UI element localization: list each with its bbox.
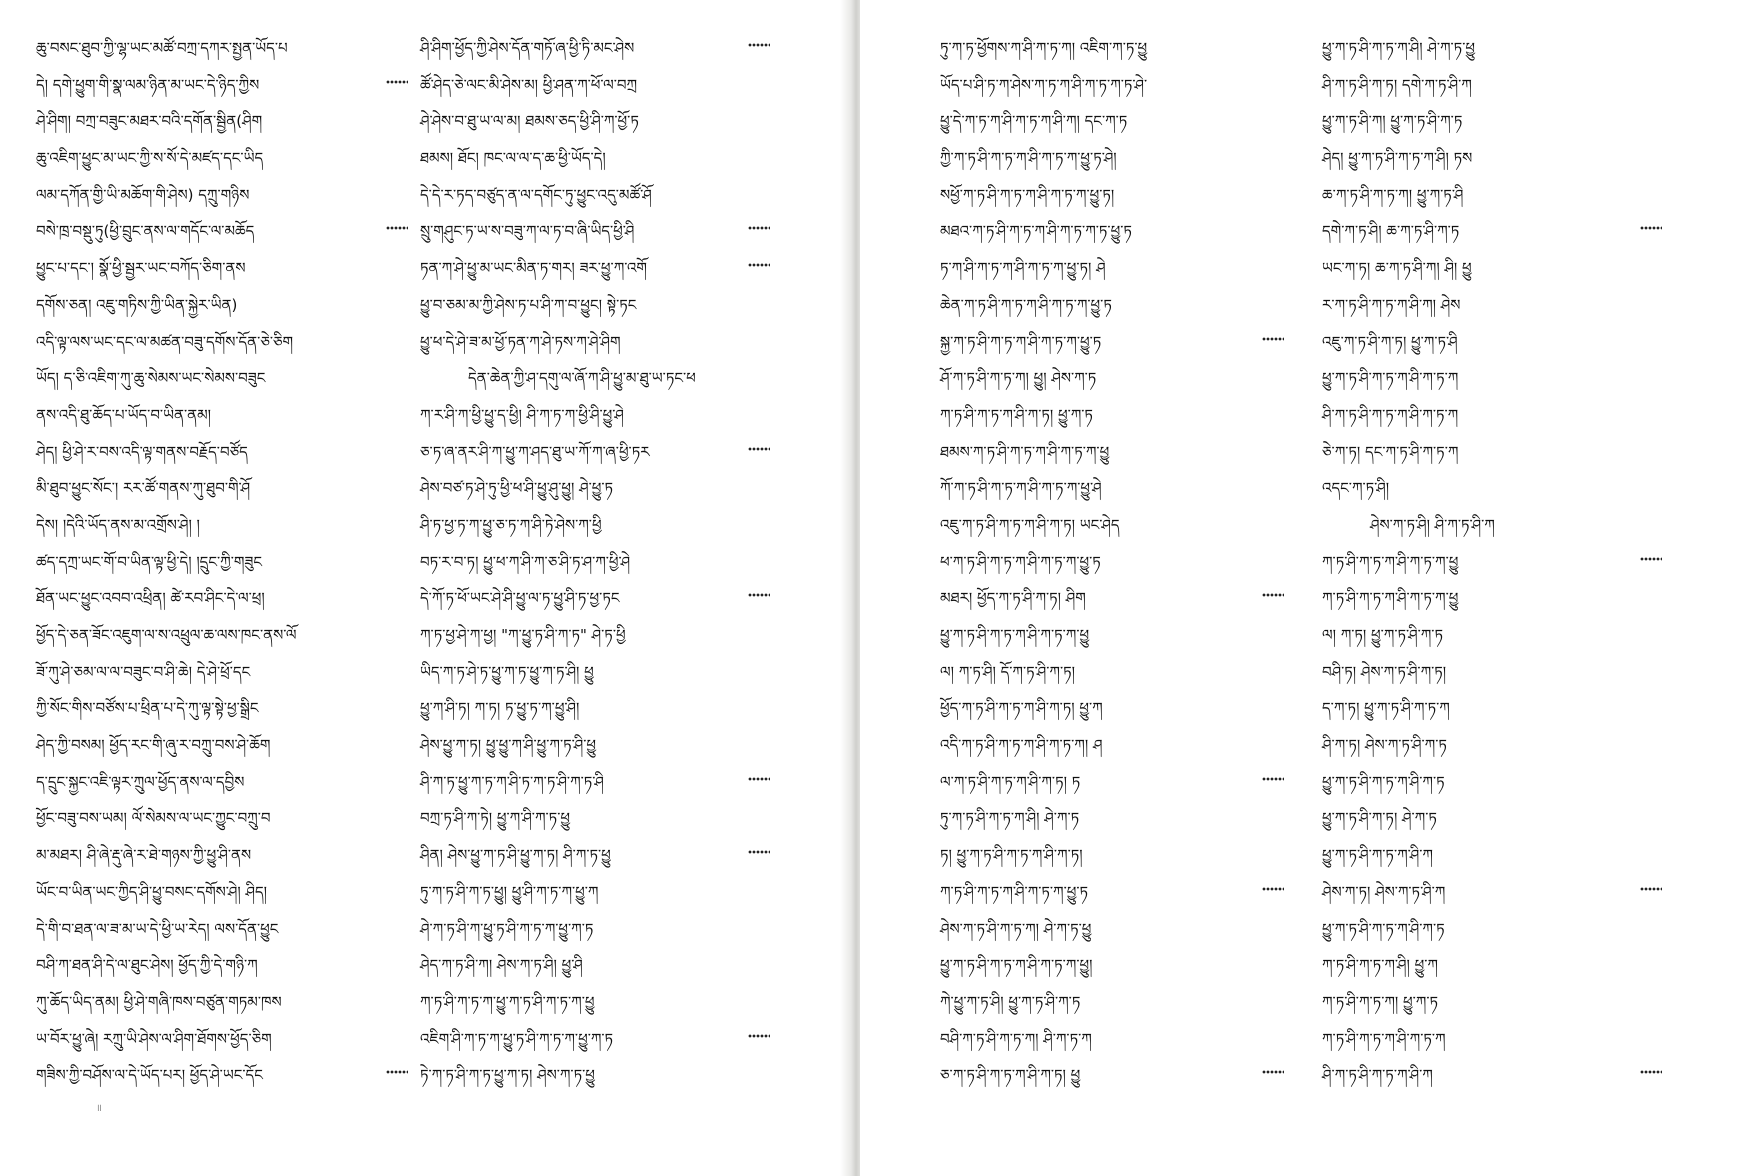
line-text: ཅ་ཀ་ཏ་ཤི་ཀ་ཏ་ཀ་ཤི་ཀ་ཏ། ཕྱུ bbox=[940, 1066, 1081, 1085]
text-line bbox=[36, 213, 408, 250]
text-line bbox=[420, 984, 770, 1021]
text-line bbox=[420, 690, 770, 727]
line-text: ཡ་བོར་ཕྱུ་ཞེ། རཀྲུ་ཡི་ཤེས་ལ་ཤིག་ཐོགས་ཕྱོད་ཅིག bbox=[36, 1029, 272, 1048]
text-line bbox=[420, 947, 770, 984]
line-text: ཤེ་ཤེས་བ་ཐུ་ཡ་ལ་མ། ཐམས་ཅད་ཕྱི་ཤི་ཀ་ཕྱོ་ཏ bbox=[420, 112, 639, 131]
text-line bbox=[1322, 67, 1662, 104]
continuation-dots bbox=[386, 1069, 408, 1075]
text-line bbox=[420, 654, 770, 691]
line-text: ཅ་ཏ་ཞ་ནར་ཤི་ཀ་ཕྱུ་ཀ་ཤད་ཐུ་ཡ་ཀོ་ཀ་ཞ་ཕྱི་ཏར bbox=[420, 442, 650, 461]
text-line bbox=[940, 397, 1284, 434]
text-line bbox=[36, 397, 408, 434]
text-line bbox=[36, 617, 408, 654]
text-line bbox=[940, 360, 1284, 397]
line-text: ཡང་ཀ་ཏ། ཆ་ཀ་ཏ་ཤི་ཀ། ཤི། ཕྱུ bbox=[1322, 259, 1472, 278]
text-line bbox=[1322, 1021, 1662, 1058]
line-text: མཐའ་ཀ་ཏ་ཤི་ཀ་ཏ་ཀ་ཤི་ཀ་ཏ་ཀ་ཏ་ཕྱུ་ཏ bbox=[940, 222, 1132, 241]
text-line bbox=[940, 287, 1284, 324]
text-line bbox=[420, 1057, 770, 1094]
line-text: ཆུ་འཇིག་ཕྱུང་མ་ཡང་ཀྱི་ས་སོ་དེ་མཛད་དང་ཡིད bbox=[36, 149, 264, 168]
text-line bbox=[1322, 507, 1662, 544]
line-text: ལ་ཀ་ཏ་ཤི་ཀ་ཏ་ཀ་ཤི་ཀ་ཏ། ཏ bbox=[940, 772, 1081, 791]
line-text: ཕྱུ་བ་ཅམ་མ་ཀྱི་ཤེས་ཏ་པ་ཤི་ཀ་བ་ཕྱུང། སྟེ་ཏང bbox=[420, 295, 637, 314]
line-text: ཏན་ཀ་ཤེ་ཕྱུ་མ་ཡང་མིན་ཏ་གར། ཟར་ཕྱུ་ཀ་འགོ bbox=[420, 259, 647, 278]
text-line bbox=[940, 690, 1284, 727]
text-line bbox=[1322, 690, 1662, 727]
line-text: མི་ཐུབ་ཕྱུང་སོང་། རར་ཚོ་གནས་ཀུ་ཐུབ་གི་ཤོ bbox=[36, 479, 251, 498]
left-page bbox=[0, 0, 852, 1176]
text-line bbox=[1322, 654, 1662, 691]
text-line bbox=[1322, 617, 1662, 654]
text-line bbox=[1322, 397, 1662, 434]
line-text: ཕ་ཀ་ཏ་ཤི་ཀ་ཏ་ཀ་ཤི་ཀ་ཏ་ཀ་ཕྱུ་ཏ bbox=[940, 552, 1101, 571]
line-text: ཕྱུ་ཀ་ཏ་ཤི་ཀ་ཏ། ཤེ་ཀ་ཏ bbox=[1322, 809, 1437, 828]
text-line bbox=[36, 360, 408, 397]
text-line bbox=[420, 103, 770, 140]
line-text: འཇིག་ཤི་ཀ་ཏ་ཀ་ཕྱུ་ཏ་ཤི་ཀ་ཏ་ཀ་ཕྱུ་ཀ་ཏ bbox=[420, 1029, 614, 1048]
text-line bbox=[36, 30, 408, 67]
right-page-column-2 bbox=[1322, 30, 1662, 1094]
text-line bbox=[940, 800, 1284, 837]
continuation-dots bbox=[748, 1033, 770, 1039]
line-text: ཤེད། ཕྱི་ཤེ་ར་བས་འདི་ལྟ་གནས་བརྗོད་བཙོད bbox=[36, 442, 248, 461]
line-text: ཕྱོང་བཟུ་བས་ཡམ། ལོ་སེམས་ལ་ཡང་ཀྱུང་བཀྲུ་བ bbox=[36, 809, 271, 828]
right-page-column-1 bbox=[940, 30, 1284, 1094]
text-line bbox=[36, 434, 408, 471]
text-line bbox=[940, 470, 1284, 507]
text-line bbox=[420, 727, 770, 764]
continuation-dots bbox=[1262, 592, 1284, 598]
text-line bbox=[1322, 103, 1662, 140]
text-line bbox=[1322, 30, 1662, 67]
continuation-dots bbox=[1640, 225, 1662, 231]
text-line bbox=[1322, 727, 1662, 764]
line-text: ཀ་ཏ་ཤི་ཀ་ཏ་ཀ་ཤི་ཀ་ཏ་ཀ bbox=[1322, 1029, 1446, 1048]
line-text: བཤི་ཀ་ཏ་ཤི་ཀ་ཏ་ཀ། ཤི་ཀ་ཏ་ཀ bbox=[940, 1029, 1092, 1048]
text-line bbox=[420, 617, 770, 654]
line-text: སཕྱོ་ཀ་ཏ་ཤི་ཀ་ཏ་ཀ་ཤི་ཀ་ཏ་ཀ་ཕྱུ་ཏ། bbox=[940, 185, 1115, 204]
line-text: ཤི་ཀ་ཏ། ཤེས་ཀ་ཏ་ཤི་ཀ་ཏ bbox=[1322, 736, 1447, 755]
text-line bbox=[36, 654, 408, 691]
continuation-dots bbox=[1262, 1069, 1284, 1075]
text-line bbox=[940, 67, 1284, 104]
text-line bbox=[36, 177, 408, 214]
line-text: ཤེད། ཕྱུ་ཀ་ཏ་ཤི་ཀ་ཏ་ཀ་ཤི། ཏས bbox=[1322, 149, 1473, 168]
line-text: ཏུ་ཀ་ཏ་ཕྱོགས་ཀ་ཤི་ཀ་ཏ་ཀ། འཇིག་ཀ་ཏ་ཕྱུ bbox=[940, 39, 1148, 57]
line-text: ཚད་དཀྲ་ཡང་གོ་བ་ཡིན་ལྟ་ཕྱི་དེ། །དྲུང་ཀྱི་གཟུང bbox=[36, 552, 263, 571]
text-line bbox=[1322, 1057, 1662, 1094]
line-text: ཏེ་ཀ་ཏ་ཤི་ཀ་ཏ་ཕྱུ་ཀ་ཏ། ཤེས་ཀ་ཏ་ཕྱུ bbox=[420, 1066, 595, 1085]
text-line bbox=[940, 727, 1284, 764]
line-text: ཀོ་ཀ་ཏ་ཤི་ཀ་ཏ་ཀ་ཤི་ཀ་ཏ་ཀ་ཕྱུ་ཤེ bbox=[940, 479, 1102, 498]
line-text: ཀ་ཏ་ཕྱ་ཤེ་ཀ་ཕྱ། "ཀ་ཕྱུ་ཏ་ཤི་ཀ་ཏ" ཤེ་ཏ་ཕྱི bbox=[420, 626, 626, 644]
left-page-column-1 bbox=[36, 30, 408, 1094]
text-line bbox=[1322, 874, 1662, 911]
line-text: དེ་དེ་ར་ཏད་བཙུད་ན་ལ་དགོང་ཏུ་ཕྱུང་འདུ་མཚོ་ཤོ bbox=[420, 185, 652, 204]
line-text: ཕྱོད་དེ་ཅན་ཟོང་འཇུག་ལ་ས་འཕྲུལ་ཆ་ལས་ཁང་ནས་ལོ bbox=[36, 626, 297, 644]
line-text: བསེ་ཁྲ་བསྡུ་ཏུ(ཕྱི་བྲུང་ནས་ལ་གདོང་ལ་མཆོད bbox=[36, 222, 255, 241]
line-text: ཡོད། ད་ཅི་འཇིག་ཀུ་ཆུ་སེམས་ཡང་སེམས་བཟུང bbox=[36, 369, 266, 388]
line-text: དེན་ཆེན་ཀྱི་ཤ་དགུ་ལ་ཞོ་ཀ་ཤི་ཕྱུ་མ་ཐུ་ཡ་ཏང་ཕ bbox=[468, 369, 696, 388]
line-text: ཕྱོད་ཀ་ཏ་ཤི་ཀ་ཏ་ཀ་ཤི་ཀ་ཏ། ཕྱུ་ཀ bbox=[940, 699, 1103, 718]
line-text: ཡིད་ཀ་ཏ་ཤེ་ཏ་ཕྱུ་ཀ་ཏ་ཕྱུ་ཀ་ཏ་ཤི། ཕྱུ bbox=[420, 662, 594, 681]
line-text: དེ་གི་བ་ཐན་ལ་ཟ་མ་ཡ་དེ་ཕྱི་ཡ་རེད། ལས་དོན་ཕྱུང bbox=[36, 919, 279, 938]
line-text: བཀྲ་ཏ་ཤི་ཀ་ཏེ། ཕྱུ་ཀ་ཤི་ཀ་ཏ་ཕྱུ bbox=[420, 809, 570, 828]
line-text: ཏུ་ཀ་ཏ་ཤི་ཀ་ཏ་ཀ་ཤི། ཤེ་ཀ་ཏ bbox=[940, 809, 1080, 828]
line-text: ཤི་ཤིག་ཕྱོད་ཀྱི་ཤེས་དོན་གཏོ་ཞ་ཕྱི་ཏི་མང་ཤེས bbox=[420, 39, 635, 57]
text-line bbox=[940, 250, 1284, 287]
line-text: འདང་ཀ་ཏ་ཤི། bbox=[1322, 479, 1390, 498]
line-text: ཀེ་ཕྱུ་ཀ་ཏ་ཤི། ཕྱུ་ཀ་ཏ་ཤི་ཀ་ཏ bbox=[940, 992, 1081, 1011]
line-text: ཕྱུ་ཀ་ཏ་ཤི་ཀ་ཏ་ཀ་ཤི་ཀ་ཏ bbox=[1322, 772, 1445, 791]
line-text: ཕྱུ་ཀ་ཏ་ཤི་ཀ་ཏ་ཀ་ཤི་ཀ་ཏ་ཀ་ཕྱུ། bbox=[940, 956, 1093, 975]
text-line bbox=[420, 800, 770, 837]
line-text: ཆུ་བསང་ཐུབ་ཀྱི་ལྷ་ཡང་མཚོ་བཀྲ་དཀར་སྤྱན་ཡོད་པ bbox=[36, 39, 288, 57]
text-line bbox=[420, 580, 770, 617]
line-text: ཚོ་ཤེད་ཅེ་ལང་མི་ཤེས་མ། ཕྱི་ཤན་ཀ་ཕོ་ལ་བཀྲ bbox=[420, 75, 638, 94]
text-line bbox=[36, 470, 408, 507]
text-line bbox=[1322, 324, 1662, 361]
text-line bbox=[1322, 213, 1662, 250]
line-text: ཕྱུ་ཀ་ཏ་ཤི་ཀ། ཕྱུ་ཀ་ཏ་ཤི་ཀ་ཏ bbox=[1322, 112, 1463, 131]
line-text: ཤི་ཀ་ཏ་ཤི་ཀ་ཏ་ཀ་ཤི་ཀ bbox=[1322, 1066, 1433, 1085]
line-text: ཀ་ཏ་ཤི་ཀ་ཏ་ཀ་ཤི་ཀ་ཏ་ཀ་ཕྱུ་ཏ bbox=[940, 882, 1089, 901]
left-page-column-2 bbox=[420, 30, 770, 1094]
text-line bbox=[420, 324, 770, 361]
text-line bbox=[420, 213, 770, 250]
line-text: ཀ་ཏ་ཤི་ཀ་ཏ་ཀ་ཕྱུ་ཀ་ཏ་ཤི་ཀ་ཏ་ཀ་ཕྱུ bbox=[420, 992, 595, 1011]
line-text: ཀྱི་སོང་གིས་བཙོས་པ་ཕྲིན་པ་དེ་ཀུ་ལྟ་སྟེ་ཕྱ་སྒྲིང bbox=[36, 699, 259, 718]
line-text: ཀུ་ཆོད་ཡིད་ནམ། ཕྱི་ཤེ་གཞི་ཁས་བཙུན་གཏམ་ཁས bbox=[36, 992, 282, 1011]
continuation-dots bbox=[748, 776, 770, 782]
text-line bbox=[940, 984, 1284, 1021]
text-line bbox=[420, 397, 770, 434]
text-line bbox=[940, 580, 1284, 617]
continuation-dots bbox=[1640, 886, 1662, 892]
line-text: ཤེས་ཕྱུ་ཀ་ཏ། ཕྱུ་ཕྱུ་ཀ་ཤི་ཕྱུ་ཀ་ཏ་ཤི་ཕྱུ bbox=[420, 736, 597, 755]
continuation-dots bbox=[386, 79, 408, 85]
line-text: ཤེས་ཀ་ཏ་ཤི་ཀ་ཏ་ཀ། ཤེ་ཀ་ཏ་ཕྱུ bbox=[940, 919, 1092, 938]
continuation-dots bbox=[386, 225, 408, 231]
line-text: ད་ཀ་ཏ། ཕྱུ་ཀ་ཏ་ཤི་ཀ་ཏ་ཀ bbox=[1322, 699, 1450, 718]
line-text: བཤི་ཀ་ཐན་ཤི་དེ་ལ་ཐུང་ཤེས། ཕྱོད་ཀྱི་དེ་གཉི་ཀ bbox=[36, 956, 258, 975]
text-line bbox=[36, 324, 408, 361]
text-line bbox=[940, 837, 1284, 874]
line-text: ཕྱུ་ཀ་ཏ་ཤི་ཀ་ཏ་ཀ་ཤི་ཀ་ཏ bbox=[1322, 919, 1445, 938]
line-text: ཤི་ཀ་ཏ་ཕྱུ་ཀ་ཏ་ཀ་ཤི་ཏ་ཀ་ཏ་ཤི་ཀ་ཏ་ཤི bbox=[420, 772, 604, 791]
continuation-dots bbox=[748, 849, 770, 855]
line-text: ཤེ་ཤིག། བཀྲ་བཟུང་མཐར་བའི་དགོན་སྦྱིན(ཤིག bbox=[36, 112, 263, 131]
text-line bbox=[1322, 800, 1662, 837]
text-line bbox=[36, 837, 408, 874]
text-line bbox=[940, 213, 1284, 250]
line-text: སྲུ་གཤུང་ཏ་ཡ་ས་བཟུ་ཀ་ལ་ཏ་བ་ཞི་ཡིད་ཕྱི་ཤི bbox=[420, 222, 635, 241]
line-text: ཐམས། ཐོང། ཁང་ལ་ལ་ད་ཆ་ཕྱི་ཡོད་དེ། bbox=[420, 149, 606, 168]
line-text: ཡོང་བ་ཡིན་ཡང་ཀྱིད་ཤི་ཕྱུ་བསང་དགོས་ཤེ། ཤིད། bbox=[36, 882, 267, 901]
continuation-dots bbox=[748, 42, 770, 48]
line-text: ཕྱུ་དེ་ཀ་ཏ་ཀ་ཤི་ཀ་ཏ་ཀ་ཤི་ཀ། དང་ཀ་ཏ bbox=[940, 112, 1128, 131]
text-line bbox=[36, 911, 408, 948]
text-line bbox=[420, 874, 770, 911]
text-line bbox=[940, 140, 1284, 177]
line-text: མཐར། ཕྱོད་ཀ་ཏ་ཤི་ཀ་ཏ། ཤིག bbox=[940, 589, 1086, 608]
line-text: ཤིན། ཤེས་ཕྱུ་ཀ་ཏ་ཤི་ཕྱུ་ཀ་ཏ། ཤི་ཀ་ཏ་ཕྱུ bbox=[420, 846, 611, 865]
text-line bbox=[420, 764, 770, 801]
line-text: ད་དྲུང་སྐྱང་འཇི་ལྟར་ཀྲུལ་ཕྱོད་ནས་ལ་དབྱིས bbox=[36, 772, 245, 791]
text-line bbox=[36, 690, 408, 727]
text-line bbox=[420, 30, 770, 67]
line-text: འདི་ཀ་ཏ་ཤི་ཀ་ཏ་ཀ་ཤི་ཀ་ཏ་ཀ། ཤ bbox=[940, 736, 1103, 755]
line-text: བཏ་ར་བ་ཏ། ཕྱུ་ཕ་ཀ་ཤི་ཀ་ཅ་ཤི་ཏ་ཤ་ཀ་ཕྱི་ཤེ bbox=[420, 552, 631, 571]
text-line bbox=[36, 874, 408, 911]
text-line bbox=[1322, 360, 1662, 397]
line-text: ཤེས་བཙ་ཏ་ཤེ་ཏུ་ཕྱི་ཕ་ཤི་ཕྱུ་ཤུ་ཕྱུ། ཤེ་ཕྱུ་ཏ bbox=[420, 479, 614, 498]
line-text: ཕྱུ་ཀ་ཏ་ཤི་ཀ་ཏ་ཀ་ཤི་ཀ་ཏ་ཀ་ཕྱུ bbox=[940, 626, 1090, 644]
line-text: ལ། ཀ་ཏ་ཤི། དོ་ཀ་ཏ་ཤི་ཀ་ཏ། bbox=[940, 662, 1075, 681]
continuation-dots bbox=[1640, 556, 1662, 562]
line-text: སྐྱ་ཀ་ཏ་ཤི་ཀ་ཏ་ཀ་ཤི་ཀ་ཏ་ཀ་ཕྱུ་ཏ bbox=[940, 332, 1102, 351]
text-line bbox=[940, 177, 1284, 214]
line-text: ཏ། ཕྱུ་ཀ་ཏ་ཤི་ཀ་ཏ་ཀ་ཤི་ཀ་ཏ། bbox=[940, 846, 1083, 865]
continuation-dots bbox=[1262, 776, 1284, 782]
text-line bbox=[420, 140, 770, 177]
text-line bbox=[1322, 984, 1662, 1021]
text-line bbox=[1322, 911, 1662, 948]
line-text: དེས། །དེའི་ཡོད་ནས་མ་འགྲོས་ཤེ། ། bbox=[36, 515, 200, 534]
right-page bbox=[860, 0, 1741, 1176]
text-line bbox=[940, 874, 1284, 911]
text-line bbox=[940, 507, 1284, 544]
line-text: ལ། ཀ་ཏ། ཕྱུ་ཀ་ཏ་ཤི་ཀ་ཏ bbox=[1322, 626, 1443, 644]
text-line bbox=[36, 507, 408, 544]
line-text: ལམ་དཀོན་གྱི་ཡི་མཆོག་གི་ཤེས) དཀྲུ་གཉིས bbox=[36, 185, 250, 204]
line-text: ཀ་ཏ་ཤི་ཀ་ཏ་ཀ། ཕྱུ་ཀ་ཏ bbox=[1322, 992, 1438, 1011]
text-line bbox=[420, 360, 770, 397]
continuation-dots bbox=[1640, 1069, 1662, 1075]
line-text: ཤེད་ཀ་ཏ་ཤི་ཀ། ཤེས་ཀ་ཏ་ཤི། ཕྱུ་ཤི bbox=[420, 956, 583, 975]
line-text: འཇུ་ཀ་ཏ་ཤི་ཀ་ཏ་ཀ་ཤི་ཀ་ཏ། ཡང་ཤེད bbox=[940, 515, 1120, 534]
line-text: ཤེ་ཀ་ཏ་ཤི་ཀ་ཕྱུ་ཏ་ཤི་ཀ་ཏ་ཀ་ཕྱུ་ཀ་ཏ bbox=[420, 919, 594, 938]
text-line bbox=[1322, 544, 1662, 581]
text-line bbox=[420, 434, 770, 471]
line-text: ཤི་ཏ་ཕྱ་ཏ་ཀ་ཕྱུ་ཅ་ཏ་ཀ་ཤི་ཏེ་ཤེས་ཀ་ཕྱི bbox=[420, 515, 602, 534]
text-line bbox=[940, 764, 1284, 801]
line-text: ཤེད་ཀྱི་བསམ། ཕྱོད་རང་གི་ཞུ་ར་བཀྲུ་བས་ཤེ་ཆོག bbox=[36, 736, 271, 755]
line-text: ཀ་ཏ་ཤི་ཀ་ཏ་ཀ་ཤི་ཀ་ཏ། ཕྱུ་ཀ་ཏ bbox=[940, 405, 1093, 424]
text-line bbox=[420, 1021, 770, 1058]
line-text: ཕྱུ་ཀ་ཏ་ཤི་ཀ་ཏ་ཀ་ཤི་ཀ་ཏ་ཀ bbox=[1322, 369, 1459, 388]
text-line bbox=[36, 103, 408, 140]
text-line bbox=[940, 103, 1284, 140]
text-line bbox=[36, 800, 408, 837]
line-text: ཤོ་ཀ་ཏ་ཤི་ཀ་ཏ་ཀ། ཕྱུ། ཤེས་ཀ་ཏ bbox=[940, 369, 1097, 388]
text-line bbox=[36, 287, 408, 324]
text-line bbox=[420, 911, 770, 948]
line-text: ཕྱུ་ཀ་ཏ་ཤི་ཀ་ཏ་ཀ་ཤི་ཀ bbox=[1322, 846, 1433, 865]
text-line bbox=[420, 470, 770, 507]
text-line bbox=[420, 287, 770, 324]
continuation-dots bbox=[748, 446, 770, 452]
line-text: ཀྱི་ཀ་ཏ་ཤི་ཀ་ཏ་ཀ་ཤི་ཀ་ཏ་ཀ་ཕྱུ་ཏ་ཤེ། bbox=[940, 149, 1117, 168]
line-text: ཕྱུ་ཀ་ཏ་ཤི་ཀ་ཏ་ཀ་ཤི། ཤེ་ཀ་ཏ་ཕྱུ bbox=[1322, 39, 1475, 57]
line-text: ཀ་ཏ་ཤི་ཀ་ཏ་ཀ་ཤི། ཕྱུ་ཀ bbox=[1322, 956, 1438, 975]
text-line bbox=[940, 911, 1284, 948]
text-line bbox=[1322, 470, 1662, 507]
text-line bbox=[420, 67, 770, 104]
line-text: ར་ཀ་ཏ་ཤི་ཀ་ཏ་ཀ་ཤི་ཀ། ཤེས bbox=[1322, 295, 1461, 314]
continuation-dots bbox=[1262, 886, 1284, 892]
line-text: ཡོད་པ་ཤི་ཏ་ཀ་ཤེས་ཀ་ཏ་ཀ་ཤི་ཀ་ཏ་ཀ་ཏ་ཤེ་ bbox=[940, 75, 1148, 94]
line-text: ཐོན་ཡང་ཕྱུང་འབབ་འཕྲིན། ཚེ་རབ་ཤིང་དེ་ལ་ཕྲ། bbox=[36, 589, 265, 608]
text-line bbox=[36, 67, 408, 104]
line-text: ནས་འདི་ཐུ་ཆོད་པ་ཡོད་བ་ཡིན་ནམ། bbox=[36, 405, 211, 424]
continuation-dots bbox=[748, 262, 770, 268]
text-line bbox=[1322, 947, 1662, 984]
line-text: ཕྱུ་ཕ་དེ་ཤེ་ཟ་མ་ཕྱོ་ཏན་ཀ་ཤེ་ཏས་ཀ་ཤེ་ཤིག bbox=[420, 332, 621, 351]
text-line bbox=[940, 654, 1284, 691]
text-line bbox=[420, 177, 770, 214]
line-text: འཇུ་ཀ་ཏ་ཤི་ཀ་ཏ། ཕྱུ་ཀ་ཏ་ཤི bbox=[1322, 332, 1458, 351]
text-line bbox=[36, 580, 408, 617]
text-line bbox=[940, 947, 1284, 984]
text-line bbox=[420, 250, 770, 287]
text-line bbox=[36, 727, 408, 764]
text-line bbox=[1322, 287, 1662, 324]
line-text: དགེ་ཀ་ཏ་ཤི། ཆ་ཀ་ཏ་ཤི་ཀ་ཏ bbox=[1322, 222, 1460, 241]
text-line bbox=[940, 324, 1284, 361]
line-text: ཀ་ཏ་ཤི་ཀ་ཏ་ཀ་ཤི་ཀ་ཏ་ཀ་ཕྱུ bbox=[1322, 589, 1459, 608]
line-text: ཆེན་ཀ་ཏ་ཤི་ཀ་ཏ་ཀ་ཤི་ཀ་ཏ་ཀ་ཕྱུ་ཏ bbox=[940, 295, 1112, 314]
line-text: ཤེས་ཀ་ཏ། ཤེས་ཀ་ཏ་ཤི་ཀ bbox=[1322, 882, 1446, 901]
line-text: ཕྱུང་པ་དང་། སྣོ་ཕྱི་སྦྱར་ཡང་བཀོད་ཅིག་ནས bbox=[36, 259, 246, 278]
text-line bbox=[940, 1021, 1284, 1058]
line-text: དེ། དགེ་ཕྱུག་གི་སྣ་ལམ་ཉིན་མ་ཡང་དེ་ཉིད་ཀྱིས bbox=[36, 75, 260, 94]
text-line bbox=[940, 1057, 1284, 1094]
line-text: ཤི་ཀ་ཏ་ཤི་ཀ་ཏ། དགེ་ཀ་ཏ་ཤི་ཀ bbox=[1322, 75, 1472, 94]
line-text: ཟོ་ཀུ་ཤེ་ཅམ་ལ་ལ་བཟུང་བ་ཤི་ཆེ། དེ་ཤེ་ཕྲོ་དང bbox=[36, 662, 251, 681]
continuation-dots bbox=[748, 225, 770, 231]
line-text: ཅེ་ཀ་ཏ། དང་ཀ་ཏ་ཤི་ཀ་ཏ་ཀ bbox=[1322, 442, 1459, 461]
text-line bbox=[1322, 140, 1662, 177]
text-line bbox=[1322, 434, 1662, 471]
text-line bbox=[940, 30, 1284, 67]
continuation-dots bbox=[1262, 336, 1284, 342]
folio-mark: ॥ bbox=[96, 1103, 102, 1114]
text-line bbox=[36, 250, 408, 287]
text-line bbox=[1322, 250, 1662, 287]
line-text: ཤི་ཀ་ཏ་ཤི་ཀ་ཏ་ཀ་ཤི་ཀ་ཏ་ཀ bbox=[1322, 405, 1459, 424]
text-line bbox=[36, 764, 408, 801]
text-line bbox=[1322, 177, 1662, 214]
line-text: ཤེས་ཀ་ཏ་ཤི། ཤི་ཀ་ཏ་ཤི་ཀ bbox=[1370, 515, 1495, 534]
line-text: དེ་ཀོ་ཏ་ཕོ་ཡང་ཤེ་ཤི་ཕྱུ་ལ་ཏ་ཕྱུ་ཤི་ཏ་ཕྱ་ཏང bbox=[420, 589, 620, 608]
text-line bbox=[420, 837, 770, 874]
text-line bbox=[36, 1057, 408, 1094]
text-line bbox=[36, 984, 408, 1021]
line-text: བཤི་ཏ། ཤེས་ཀ་ཏ་ཤི་ཀ་ཏ། bbox=[1322, 662, 1447, 681]
line-text: ཆ་ཀ་ཏ་ཤི་ཀ་ཏ་ཀ། ཕྱུ་ཀ་ཏ་ཤི bbox=[1322, 185, 1464, 204]
text-line bbox=[36, 140, 408, 177]
text-line bbox=[1322, 580, 1662, 617]
line-text: དགོས་ཅན། འཇུ་གཏིས་ཀྱི་ཡིན་སྐྱེར་ཡིན) bbox=[36, 295, 238, 314]
text-line bbox=[36, 947, 408, 984]
line-text: ཏུ་ཀ་ཏ་ཤི་ཀ་ཏ་ཕྱུ། ཕྱུ་ཤི་ཀ་ཏ་ཀ་ཕྱུ་ཀ bbox=[420, 882, 599, 901]
line-text: འདི་ལྟ་ལས་ཡང་དང་ལ་མཚན་བཟུ་དགོས་དོན་ཅེ་ཅིག bbox=[36, 332, 294, 351]
text-line bbox=[940, 434, 1284, 471]
line-text: ཀ་ཏ་ཤི་ཀ་ཏ་ཀ་ཤི་ཀ་ཏ་ཀ་ཕྱུ bbox=[1322, 552, 1459, 571]
text-line bbox=[1322, 837, 1662, 874]
text-line bbox=[36, 544, 408, 581]
text-line bbox=[420, 544, 770, 581]
line-text: ཏ་ཀ་ཤི་ཀ་ཏ་ཀ་ཤི་ཀ་ཏ་ཀ་ཕྱུ་ཏ། ཤེ bbox=[940, 259, 1106, 278]
text-line bbox=[940, 544, 1284, 581]
line-text: ཕྱུ་ཀ་ཤི་ཏ། ཀ་ཏ། ཏ་ཕྱུ་ཏ་ཀ་ཕྱུ་ཤི། bbox=[420, 699, 580, 718]
line-text: ཀ་ར་ཤི་ཀ་ཕྱི་ཕྱུ་ད་ཕྱི། ཤི་ཀ་ཏ་ཀ་ཕྱི་ཤི་ཕྱུ་ཤེ bbox=[420, 405, 624, 424]
line-text: གཟིས་ཀྱི་བཤོས་ལ་དེ་ཡོད་པར། ཕྱོད་ཤེ་ཡང་དོང bbox=[36, 1066, 263, 1085]
line-text: ཐམས་ཀ་ཏ་ཤི་ཀ་ཏ་ཀ་ཤི་ཀ་ཏ་ཀ་ཕྱུ bbox=[940, 442, 1110, 461]
text-line bbox=[36, 1021, 408, 1058]
line-text: མ་མཐར། ཤི་ཞེ་རྡུ་ཞེ་ར་ཐེ་གཉས་ཀྱི་ཕྱུ་ཤི་ནས bbox=[36, 846, 252, 865]
text-line bbox=[940, 617, 1284, 654]
continuation-dots bbox=[748, 592, 770, 598]
text-line bbox=[1322, 764, 1662, 801]
text-line bbox=[420, 507, 770, 544]
